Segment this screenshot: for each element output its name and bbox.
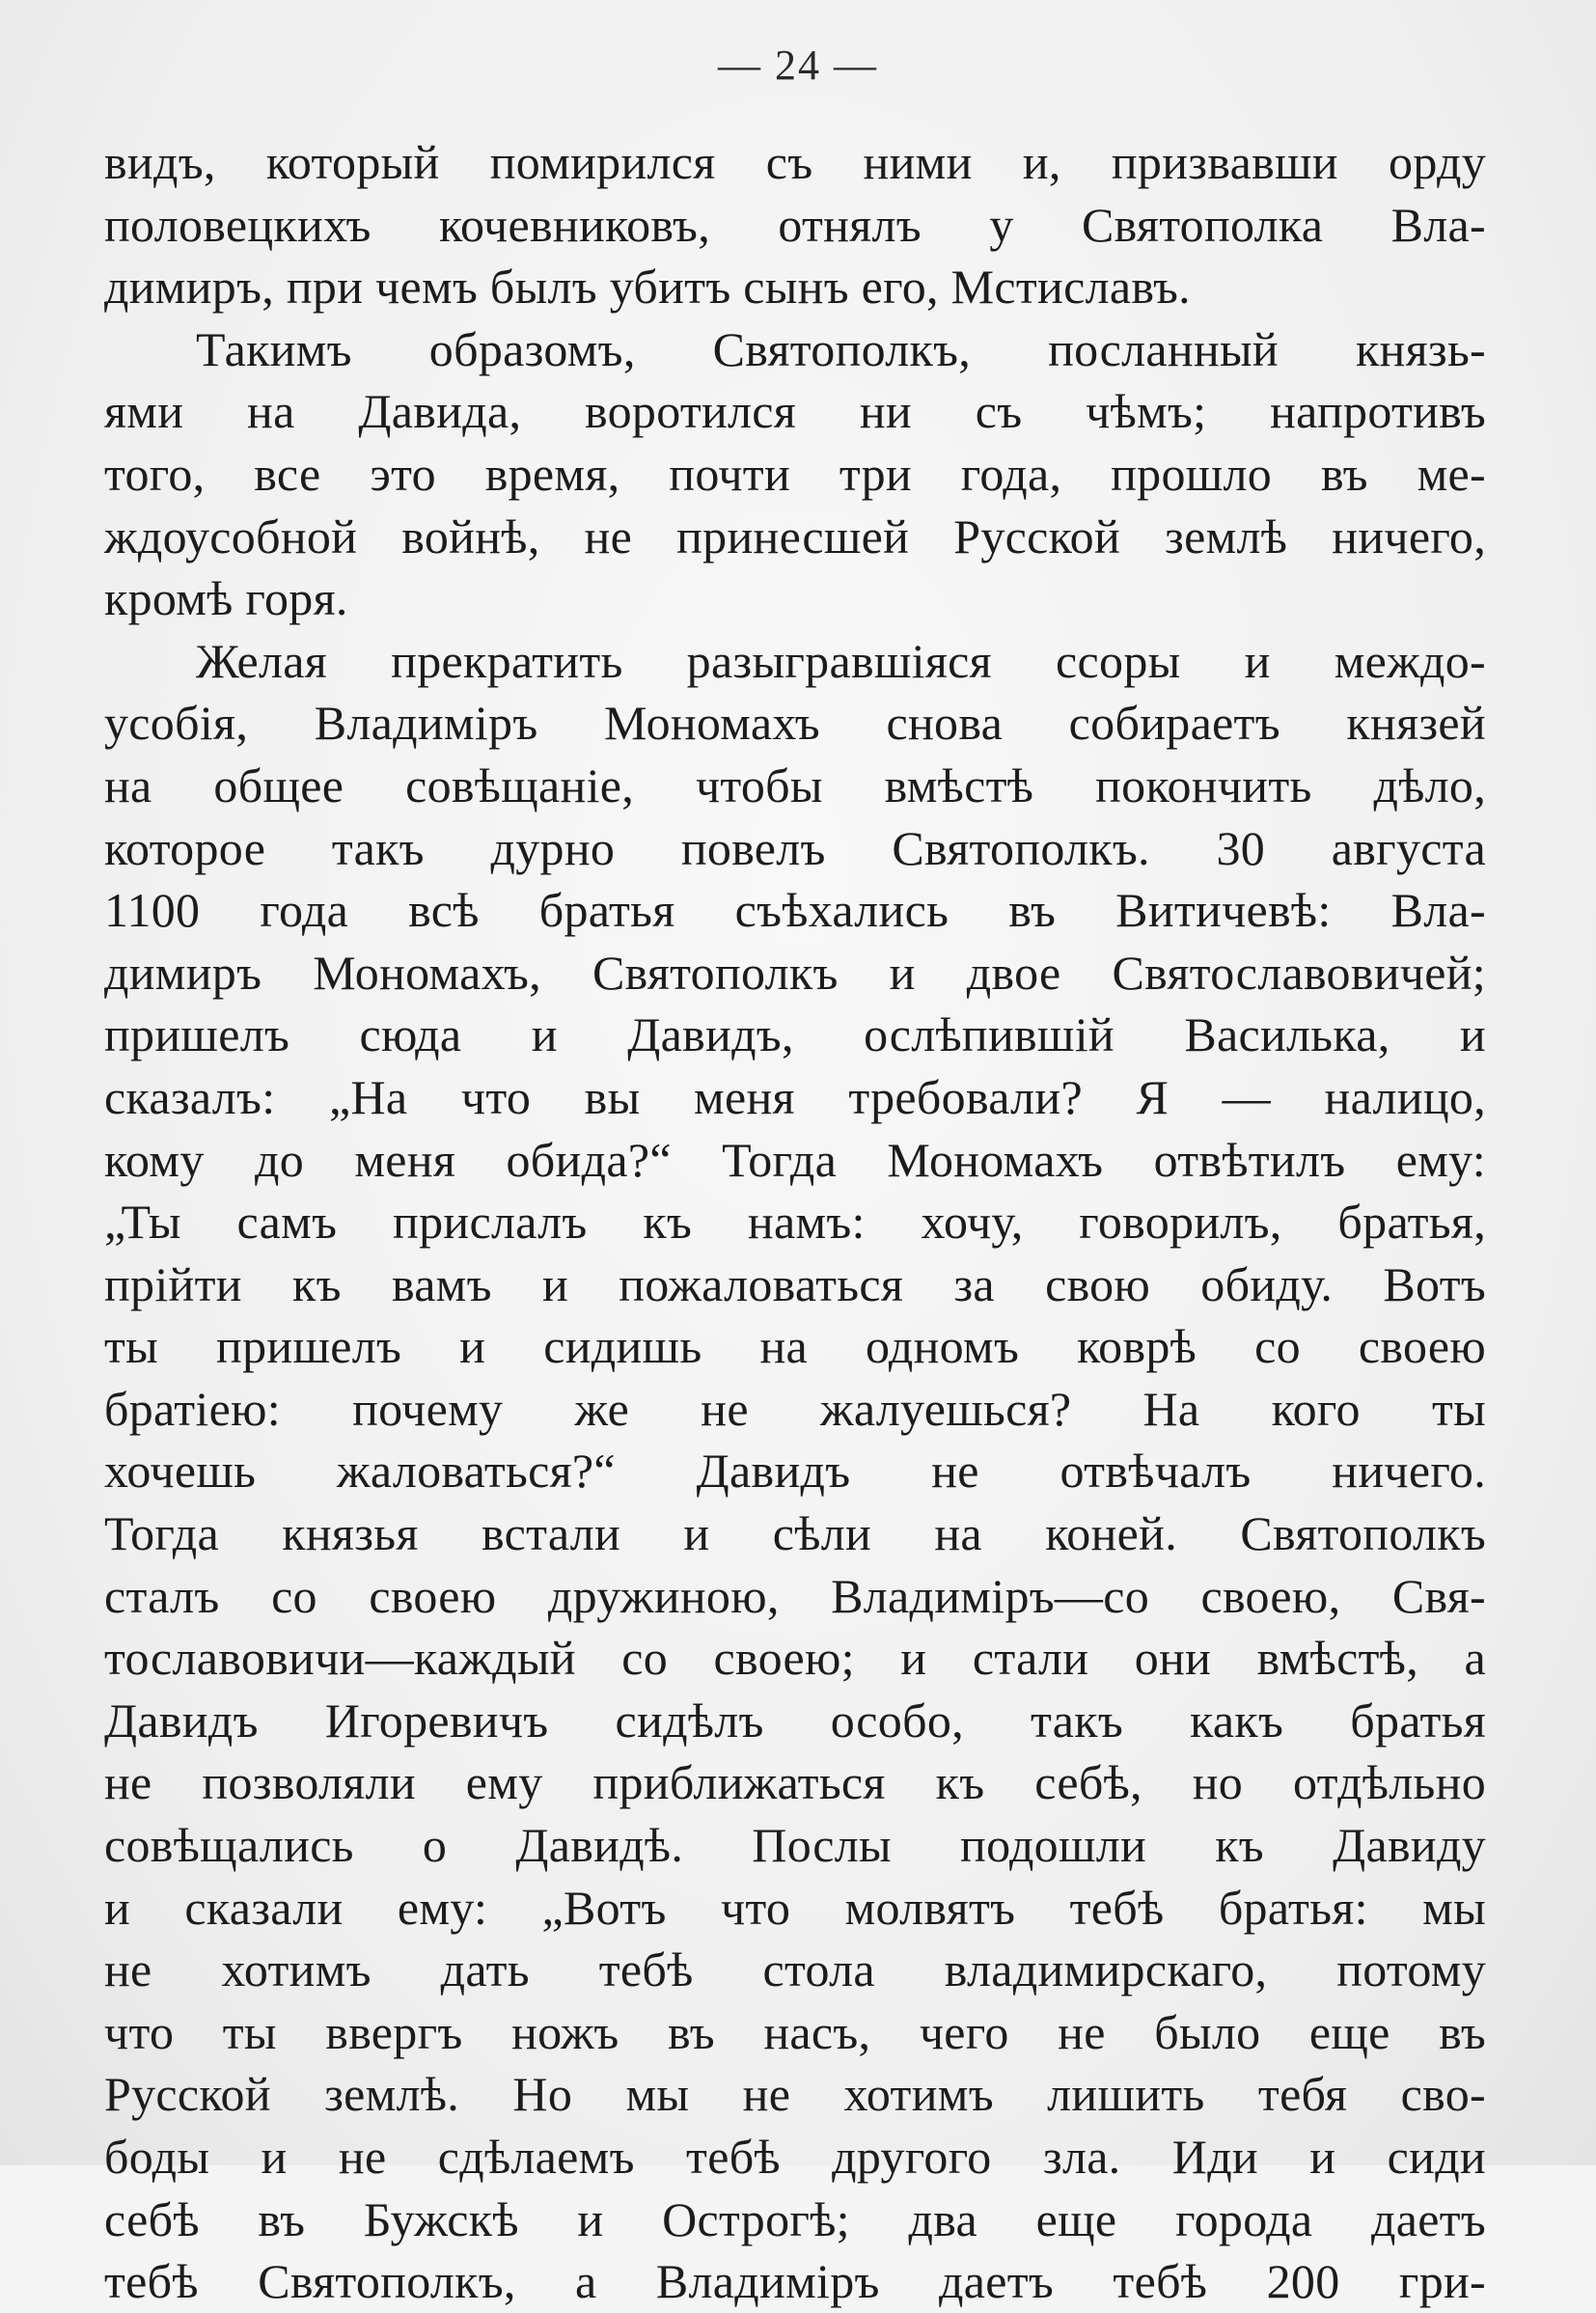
text-line: димиръ, при чемъ былъ убитъ сынъ его, Мстиславъ.: [104, 260, 1191, 315]
text-line: Тогда князья встали и сѣли на коней. Святополкъ: [104, 1506, 1486, 1561]
text-line: „Ты самъ прислалъ къ намъ: хочу, говорилъ, братья,: [104, 1195, 1486, 1250]
text-line: усобія, Владиміръ Мономахъ снова собираетъ князей: [104, 696, 1486, 751]
text-line: и сказали ему: „Вотъ что молвятъ тебѣ братья: мы: [104, 1880, 1486, 1935]
text-line: Давидъ Игоревичъ сидѣлъ особо, такъ какъ братья: [104, 1693, 1486, 1748]
text-line: сказалъ: „На что вы меня требовали? Я — налицо,: [104, 1069, 1486, 1124]
text-line: прійти къ вамъ и пожаловаться за свою обиду. Вотъ: [104, 1256, 1486, 1311]
text-line: которое такъ дурно повелъ Святополкъ. 30 августа: [104, 820, 1486, 875]
text-line: видъ, который помирился съ ними и, призвавши орду: [104, 135, 1486, 189]
text-line: кромѣ горя.: [104, 571, 348, 626]
text-line: не позволяли ему приближаться къ себѣ, но отдѣльно: [104, 1755, 1486, 1810]
text-line: пришелъ сюда и Давидъ, ослѣпившій Василька, и: [104, 1007, 1486, 1062]
page-number: — 24 —: [718, 41, 878, 89]
text-line: что ты ввергъ ножъ въ насъ, чего не было еще въ: [104, 2004, 1486, 2059]
text-line: Такимъ образомъ, Святополкъ, посланный князь-: [196, 321, 1486, 376]
body-text: [104, 131, 1486, 2313]
text-line: не хотимъ дать тебѣ стола владимирскаго, потому: [104, 1942, 1486, 1997]
text-line: братіею: почему же не жалуешься? На кого ты: [104, 1381, 1486, 1436]
text-line: хочешь жаловаться?“ Давидъ не отвѣчалъ ничего.: [104, 1444, 1486, 1499]
text-line: Русской землѣ. Но мы не хотимъ лишить тебя сво-: [104, 2067, 1486, 2122]
text-line: ями на Давида, воротился ни съ чѣмъ; напротивъ: [104, 384, 1486, 439]
text-line: совѣщались о Давидѣ. Послы подошли къ Давиду: [104, 1818, 1486, 1873]
text-line: себѣ въ Бужскѣ и Острогѣ; два еще города даетъ: [104, 2191, 1486, 2246]
text-line: на общее совѣщаніе, чтобы вмѣстѣ покончить дѣло,: [104, 757, 1486, 812]
text-line: кому до меня обида?“ Тогда Мономахъ отвѣтилъ ему:: [104, 1132, 1486, 1187]
text-line: тебѣ Святополкъ, а Владиміръ даетъ тебѣ 200 гри-: [104, 2254, 1486, 2309]
text-line: Желая прекратить разыгравшіяся ссоры и междо-: [196, 633, 1486, 688]
text-line: тославовичи—каждый со своею; и стали они вмѣстѣ, а: [104, 1631, 1486, 1686]
text-line: димиръ Мономахъ, Святополкъ и двое Святославовичей;: [104, 945, 1486, 1000]
text-line: 1100 года всѣ братья съѣхались въ Витичевѣ: Вла-: [104, 883, 1486, 938]
text-line: ты пришелъ и сидишь на одномъ коврѣ со своею: [104, 1319, 1486, 1374]
text-line: того, все это время, почти три года, прошло въ ме-: [104, 446, 1486, 501]
text-line: ждоусобной войнѣ, не принесшей Русской землѣ ничего,: [104, 509, 1486, 564]
text-line: боды и не сдѣлаемъ тебѣ другого зла. Иди и сиди: [104, 2130, 1486, 2184]
text-line: сталъ со своею дружиною, Владиміръ—со своею, Свя-: [104, 1568, 1486, 1623]
text-line: половецкихъ кочевниковъ, отнялъ у Святополка Вла-: [104, 197, 1486, 252]
